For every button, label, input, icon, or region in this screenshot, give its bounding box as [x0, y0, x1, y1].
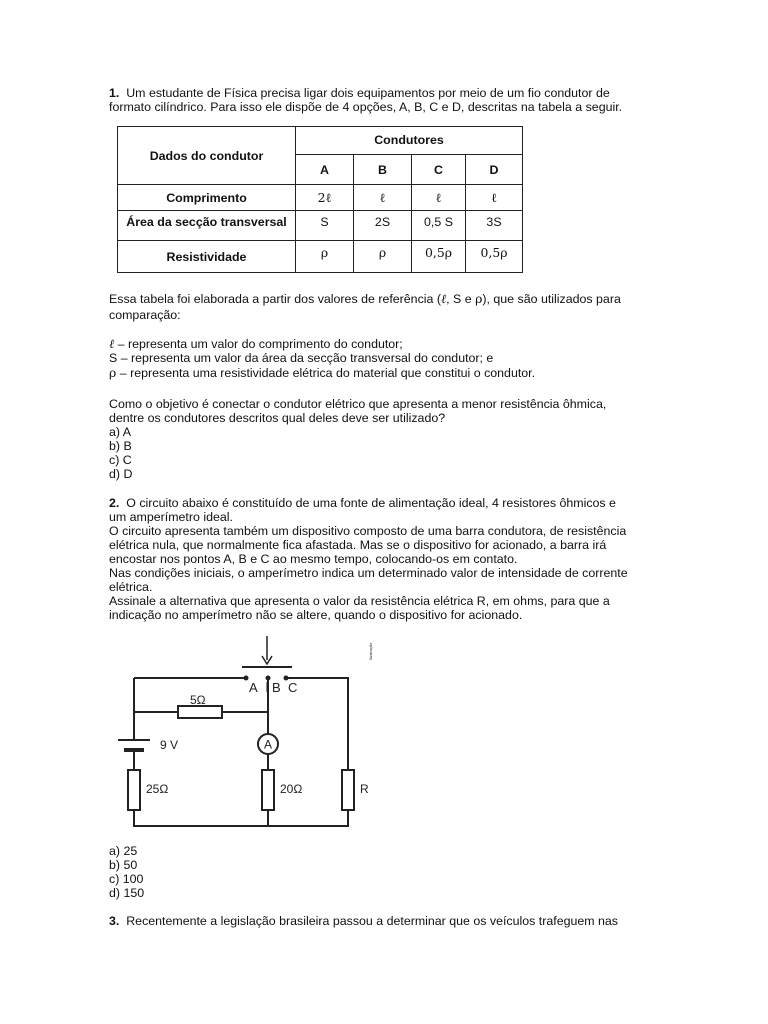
row-label: Comprimento [118, 185, 296, 211]
table-cell: ℓ [354, 185, 412, 211]
table-header-dados: Dados do condutor [118, 127, 296, 185]
table-cell: ρ [354, 241, 412, 273]
row-label: Área da secção transversal [118, 211, 296, 241]
label-b: B [272, 680, 281, 695]
wire-bottom [134, 810, 348, 826]
q1-question-line-1: Como o objetivo é conectar o condutor elétrico que apresenta a menor resistência ôhmica, [109, 397, 607, 411]
q2-line-7: elétrica. [109, 580, 153, 594]
resistor-20ohm [262, 770, 274, 810]
resistor-r [342, 770, 354, 810]
col-header-d: D [466, 155, 523, 185]
q1-option-b: b) B [109, 439, 132, 453]
label-25ohm: 25Ω [146, 782, 169, 796]
q2-line-8: Assinale a alternativa que apresenta o valor da resistência elétrica R, em ohms, para que a [109, 594, 610, 608]
table-cell: ℓ [412, 185, 466, 211]
q1-option-a: a) A [109, 425, 132, 439]
q1-def-resistivity: ρ – representa uma resistividade elétrica do material que constitui o condutor. [109, 365, 536, 380]
ammeter-label: A [263, 737, 273, 752]
table-cell: 2ℓ [296, 185, 354, 211]
q1-reference-line-1: Essa tabela foi elaborada a partir dos valores de referência (ℓ, S e ρ), que são utilizados para [109, 291, 621, 306]
col-header-b: B [354, 155, 412, 185]
col-header-a: A [296, 155, 354, 185]
q1-question-line-2: dentre os condutores descritos qual deles deve ser utilizado? [109, 411, 446, 425]
table-row-resistividade [118, 241, 523, 273]
q2-line-6: Nas condições iniciais, o amperímetro indica um determinado valor de intensidade de corrente [109, 566, 628, 580]
q2-option-d: d) 150 [109, 886, 145, 900]
resistor-5ohm [178, 706, 222, 718]
q1-def-area: S – representa um valor da área da secção transversal do condutor; e [109, 351, 494, 365]
q2-number: 2. [109, 496, 120, 510]
contact-b [266, 676, 271, 681]
circuit-diagram [110, 630, 380, 830]
q1-option-c: c) C [109, 453, 132, 467]
label-20ohm: 20Ω [280, 782, 303, 796]
q1-number: 1. [109, 86, 120, 100]
table-cell: 2S [354, 211, 412, 241]
q2-option-c: c) 100 [109, 872, 144, 886]
table-cell: ρ [296, 241, 354, 273]
label-r: R [360, 782, 369, 796]
q2-line-9: indicação no amperímetro não se altere, quando o dispositivo for acionado. [109, 608, 523, 622]
q2-option-b: b) 50 [109, 858, 138, 872]
contact-a [244, 676, 249, 681]
col-header-c: C [412, 155, 466, 185]
row-label: Resistividade [118, 241, 296, 273]
table-cell: 3S [466, 211, 523, 241]
table-cell: ℓ [466, 185, 523, 211]
table-cell: S [296, 211, 354, 241]
table-header-condutores: Condutores [296, 127, 523, 155]
conductor-table [117, 126, 523, 273]
table-row-comprimento [118, 185, 523, 211]
q1-def-length: ℓ – representa um valor do comprimento do condutor; [109, 336, 403, 351]
table-row-area [118, 211, 523, 241]
q2-line-5: encostar nos pontos A, B e C ao mesmo tempo, colocando-os em contato. [109, 552, 518, 566]
q3-number: 3. [109, 914, 120, 928]
q3-line-1: 3. Recentemente a legislação brasileira passou a determinar que os veículos trafeguem nas [109, 914, 619, 928]
label-c: C [288, 680, 298, 695]
resistor-25ohm [128, 770, 140, 810]
q1-option-d: d) D [109, 467, 133, 481]
q2-line-3: O circuito apresenta também um dispositivo composto de uma barra condutora, de resistência [109, 524, 627, 538]
label-9v: 9 V [160, 738, 179, 752]
q2-line-4: elétrica nula, que normalmente fica afastada. Mas se o dispositivo for acionado, a barra irá [109, 538, 607, 552]
label-5ohm: 5Ω [190, 693, 206, 707]
q2-option-a: a) 25 [109, 844, 138, 858]
table-cell: 0,5 S [412, 211, 466, 241]
table-cell: 0,5ρ [412, 241, 466, 273]
q1-intro-line-1: 1. Um estudante de Física precisa ligar dois equipamentos por meio de um fio condutor de [109, 86, 610, 100]
q2-line-2: um amperímetro ideal. [109, 510, 233, 524]
table-cell: 0,5ρ [466, 241, 523, 273]
q1-intro-line-2: formato cilíndrico. Para isso ele dispõe de 4 opções, A, B, C e D, descritas na tabela a seguir. [109, 100, 623, 114]
label-a: A [249, 680, 258, 695]
illustration-credit: Ilustração [368, 642, 373, 660]
q1-reference-line-2: comparação: [109, 308, 181, 322]
q2-line-1: 2. O circuito abaixo é constituído de uma fonte de alimentação ideal, 4 resistores ôhmicos e [109, 496, 616, 510]
